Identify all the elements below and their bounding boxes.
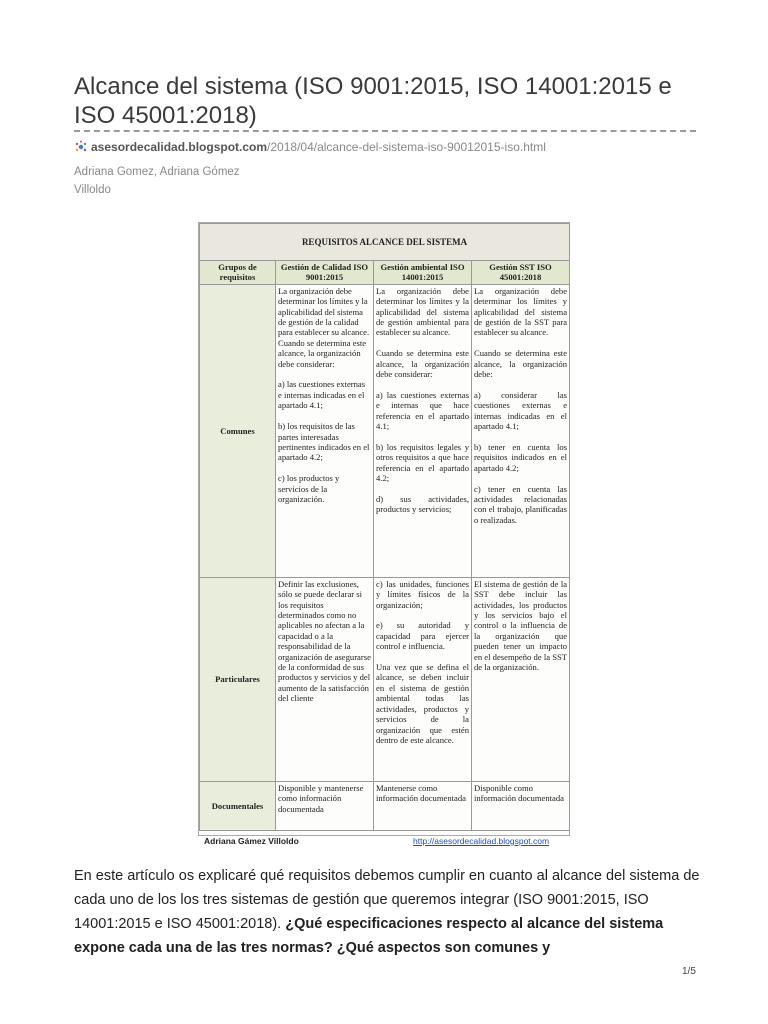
source-path[interactable]: /2018/04/alcance-del-sistema-iso-90012015-iso.html [267,140,546,154]
article-intro [74,864,704,960]
intro-text: En este artículo os explicaré qué requisitos debemos cumplir en cuanto al alcance del sistema de cada uno de los los tres sistemas de gestión que queremos integrar (ISO 9001:2015, ISO 14001:2015 e ISO 45001:2018). [74,868,700,932]
page-number: 1/5 [682,966,696,977]
table-cell: La organización debe determinar los límites y la aplicabilidad del sistema de gestión ambiental para establecer su alcance. Cuando se determina este alcance, la organización debe considerar: a) las cuestiones externas e internas que hace referencia en el apartado 4.1; b) los requisitos legales y otros requisitos a que hace referencia en el apartado 4.2; d) sus actividades, productos y servicios; [374,284,472,577]
table-row [200,284,570,577]
title-divider [74,130,696,132]
row-group-label: Particulares [200,577,276,781]
row-group-label: Comunes [200,284,276,577]
figure-credit-author: Adriana Gámez Villoldo [204,836,299,846]
table-cell: c) las unidades, funciones y límites físicos de la organización; e) su autoridad y capacidad para ejercer control e influencia. Una vez que se defina el alcance, se deben incluir en el sistema de gestión ambiental todas las actividades, productos y servicios de la organización que estén dentro de este alcance. [374,577,472,781]
table-caption: REQUISITOS ALCANCE DEL SISTEMA [200,224,570,261]
col-header-quality: Gestión de Calidad ISO 9001:2015 [276,261,374,285]
table-cell: Disponible como información documentada [472,781,570,830]
blog-favicon-icon [74,140,88,154]
source-domain[interactable]: asesordecalidad.blogspot.com [91,140,268,154]
requirements-table [199,223,570,831]
table-row [200,577,570,781]
col-header-sst: Gestión SST ISO 45001:2018 [472,261,570,285]
col-header-env: Gestión ambiental ISO 14001:2015 [374,261,472,285]
table-cell: La organización debe determinar los límites y aplicabilidad del sistema de gestión de la SST para establecer su alcance. Cuando se determina este alcance, la organización debe: a) considerar las cuestiones externas e internas indicadas en el apartado 4.1; b) tener en cuenta los requisitos indicados en el apartado 4.2; c) tener en cuenta las actividades relacionadas con el trabajo, planificadas o realizadas. [472,284,570,577]
table-cell: Disponible y mantenerse como información documentada [276,781,374,830]
authors: Adriana Gomez, Adriana Gómez Villoldo [74,166,240,196]
col-header-group: Grupos de requisitos [200,261,276,285]
intro-bold-question: ¿Qué especificaciones respecto al alcance del sistema expone cada una de las tres normas? ¿Qué aspectos son comunes y [74,916,664,956]
table-row [200,781,570,830]
row-group-label: Documentales [200,781,276,830]
table-cell: Mantenerse como información documentada [374,781,472,830]
page-title: Alcance del sistema (ISO 9001:2015, ISO 14001:2015 e ISO 45001:2018) [74,73,672,129]
table-cell: Definir las exclusiones, sólo se puede declarar si los requisitos determinados como no aplicables no afectan a la capacidad o a la responsabilidad de la organización de asegurarse de la conformidad de sus productos y servicios y del aumento de la satisfacción del cliente [276,577,374,781]
requirements-table-figure [198,222,570,836]
source-link[interactable] [74,139,546,155]
figure-credit-link[interactable]: http://asesordecalidad.blogspot.com [413,836,550,846]
table-cell: La organización debe determinar los límites y la aplicabilidad del sistema de gestión de la calidad para establecer su alcance. Cuando se determina este alcance, la organización debe considerar: a) las cuestiones externas e internas indicadas en el apartado 4.1; b) los requisitos de las partes interesadas pertinentes indicados en el apartado 4.2; c) los productos y servicios de la organización. [276,284,374,577]
table-cell: El sistema de gestión de la SST debe incluir las actividades, los productos y los servicios bajo el control o la influencia de la organización que pueden tener un impacto en el desempeño de la SST de la organización. [472,577,570,781]
